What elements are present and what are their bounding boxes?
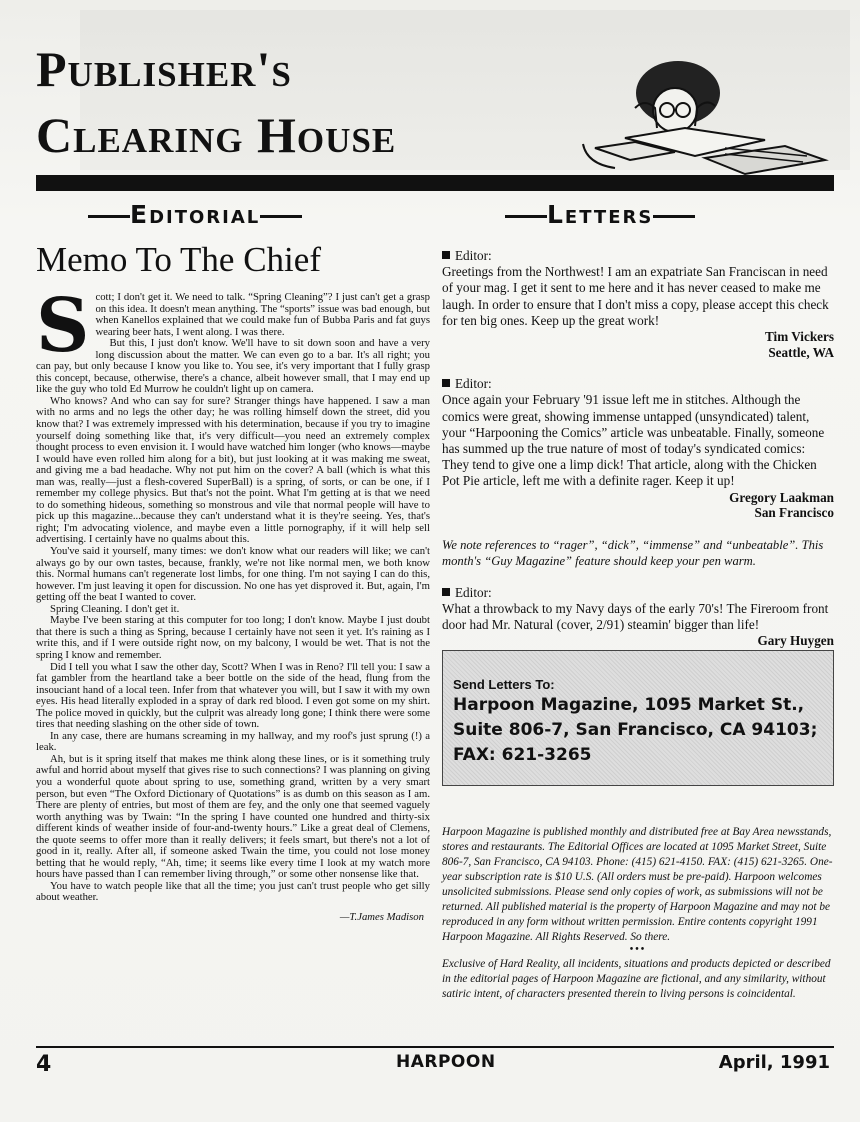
send-letters-box xyxy=(442,650,834,786)
editorial-paragraph: Did I tell you what I saw the other day, Scott? When I was in Reno? I'll tell you: I saw a fat gambler from the heartland take a beer bottle on the side of the head, flung from the insouciant hand of a local teen. Infer from that whatever you will, but I saw it with my own eyes. His head literally exploded in a spray of dark red blood. I even got some on my shirt. The police moved in quickly, but the culprit was already long gone; I think there were some tires that needing slashing on the other side of town. xyxy=(36,660,430,731)
letter-name: Gregory Laakman xyxy=(729,489,834,505)
separator: ••• xyxy=(629,944,647,955)
letter-salutation: Editor: xyxy=(442,585,834,601)
letter-place: Seattle, WA xyxy=(768,344,834,360)
editor-note: We note references to “rager”, “dick”, “immense” and “unbeatable”. This month's “Guy Magazine” feature should keep your pen warm. xyxy=(442,537,824,568)
letter xyxy=(442,376,834,521)
letter-body: Greetings from the Northwest! I am an expatriate San Franciscan in need of your mag. I get it sent to me here and it has never ceased to make me laugh. In order to ensure that I don't miss a copy, please accept this check for ten big ones. Keep up the great work! xyxy=(442,264,829,328)
dropcap: S xyxy=(36,283,90,369)
editorial-paragraph: Spring Cleaning. I don't get it. xyxy=(50,602,180,615)
letter-name: Gary Huygen xyxy=(757,633,834,649)
editorial-title: Memo To The Chief xyxy=(36,240,321,279)
section-heading-letters: Letters xyxy=(505,200,695,229)
section-heading-editorial: Editorial xyxy=(88,200,302,229)
issue-date: April, 1991 xyxy=(718,1052,830,1073)
footer-rule xyxy=(36,1046,834,1048)
letters-column xyxy=(442,248,834,681)
publication-info-text: Harpoon Magazine is published monthly and distributed free at Bay Area newsstands, stores and restaurants. The Editorial Offices are located at 1095 Market Street, Suite 806-7, San Francisco, CA 94103. Phone: (415) 621-4150. FAX: (415) 621-3265. One-year subscription rate is $10 U.S. (All orders must be pre-paid). Harpoon welcomes unsolicited submissions. Please send only copies of work, as submissions will not be returned. All published material is the property of Harpoon Magazine and may not be reproduced in any form without written permission. Entire contents copyright 1991 Harpoon Magazine. All Rights Reserved. So there. xyxy=(442,826,833,943)
page-number: 4 xyxy=(36,1052,52,1077)
letter-body: What a throwback to my Navy days of the early 70's! The Fireroom front door had Mr. Natural (cover, 2/91) steamin' bigger than life! xyxy=(442,601,829,633)
editorial-paragraph: cott; I don't get it. We need to talk. “Spring Cleaning”? I just can't get a grasp on this idea. It doesn't mean anything. The “sports” issue was bad enough, but when Kanellos explained that we could make fun of Bubba Paris and fat guys wearing beer hats, I went along. I was there. xyxy=(95,291,430,338)
send-letters-address: Harpoon Magazine, 1095 Market St., Suite 806-7, San Francisco, CA 94103; FAX: 621-3265 xyxy=(453,695,818,765)
editorial-signature: —T.James Madison xyxy=(339,910,424,923)
letter xyxy=(442,248,834,360)
disclaimer-text: Exclusive of Hard Reality, all incidents, situations and products depicted or described in the editorial pages of Harpoon Magazine are fictional, and any similarity, without satiric intent, of characters presented therein to living persons is coincidental. xyxy=(442,958,831,1000)
letter-place: San Francisco xyxy=(754,505,834,521)
editorial-paragraph: Who knows? And who can say for sure? Stranger things have happened. I saw a man with no arms and no legs the other day; he was rolling himself down the street, did you know that? I was extremely impressed with his determination, because if you try to imagine yourself doing something like that, it's very difficult—you need an extremely complex thought process to even envision it. I would have watched him longer (who knows—maybe I would have even rolled him along for a bit), but just looking at it was making me sweat, and giving me a bad headache. Why not put him on the cover? A ball (which is what this man was, really—just a flesh-covered SuperBall) is a spring, of sorts, or can be one, if I remember my college physics. But that's not the point. What I'm getting at is that we need to do something hideous, something so monstrous and vile that normal people will have to pick up this magazine...because they can't understand what it is they're seeing. Yes, that's right; I'm advocating violence, and maybe even a little pornography, if it will help sell advertising. I certainly have no qualms about this. xyxy=(36,394,430,546)
page-title-line1: Publisher's xyxy=(36,41,292,97)
editorial-paragraph: Maybe I've been staring at this computer for too long; I don't know. Maybe I just doubt that there is such a thing as Spring, because I certainly have not seen it yet. It's raining as I write this, and if I were outside right now, on my balcony, I would be wet. That is not the spring I know and remember. xyxy=(36,614,430,661)
masthead-rule xyxy=(36,175,834,191)
letter-salutation: Editor: xyxy=(442,248,834,264)
editorial-paragraph: But this, I just don't know. We'll have to sit down soon and have a very long discussion about the matter. We can even go to a bar. It's all right; you can pay, but only because I know you like to. You see, it's very important that I fully grasp this concept, because, otherwise, there's a chance, albeit however small, that I may end up like the guy who told Ed Murrow he couldn't light up on camera. xyxy=(36,337,430,396)
page-title-line2: Clearing House xyxy=(36,107,397,163)
letter-body: Once again your February '91 issue left me in stitches. Although the comics were great, showing immense untapped (unsyndicated) talent, your “Harpooning the Comics” article was unbeatable. Finally, someone has summed up the true nature of most of today's syndicated comics: They tend to give one a limp dick! That article, along with the Chicken Pot Pie article, left me with a definite rager. Keep it up! xyxy=(442,392,825,489)
send-letters-label: Send Letters To: xyxy=(453,677,555,692)
editor-at-desk-illustration xyxy=(575,48,845,188)
publication-info xyxy=(442,825,834,1002)
editorial-body xyxy=(36,283,430,924)
editorial-paragraph: You have to watch people like that all the time; you just can't trust people who get silly about weather. xyxy=(36,879,430,904)
editorial-paragraph: Ah, but is it spring itself that makes me think along these lines, or is it something truly awful and horrid about myself that gives rise to such connections? I was planning on giving you a wonderful quote about spring to use, something grand, written by a very smart person, but even “The Oxford Dictionary of Quotations” is as dumb on this season as I am. There are plenty of entries, but most of them are fey, and the only one that seemed vaguely worth anything was by Twain: “In the spring I have counted one hundred and thirty-six different kinds of weather inside of four-and-twenty hours.” Like a great deal of Clemens, the quote seems to offer more than it really delivers; it feels smart, but there's not a lot of good in it, really. After all, if someone asked Twain the time, you could not lose money betting that he would reply, “Ah, time; it seems like every time I look at my watch more hours have passed than I can remember living through,” or some other nonsense like that. xyxy=(36,752,430,881)
letter-salutation: Editor: xyxy=(442,376,834,392)
editorial-paragraph: In any case, there are humans screaming in my hallway, and my roof's just sprung (!) a leak. xyxy=(36,729,430,754)
letter-name: Tim Vickers xyxy=(765,329,834,345)
magazine-name: HARPOON xyxy=(396,1052,496,1072)
editorial-paragraph: You've said it yourself, many times: we don't know what our readers will like; we can't always go by our own tastes, because, frankly, we're not like normal men, we both know this. Normal humans can't regenerate lost limbs, for one thing. I'm not saying I can do this, however. I'm just leaving it open for discussion. No one has yet disproved it. But, again, I'm getting off the beat I wanted to cover. xyxy=(36,545,430,604)
